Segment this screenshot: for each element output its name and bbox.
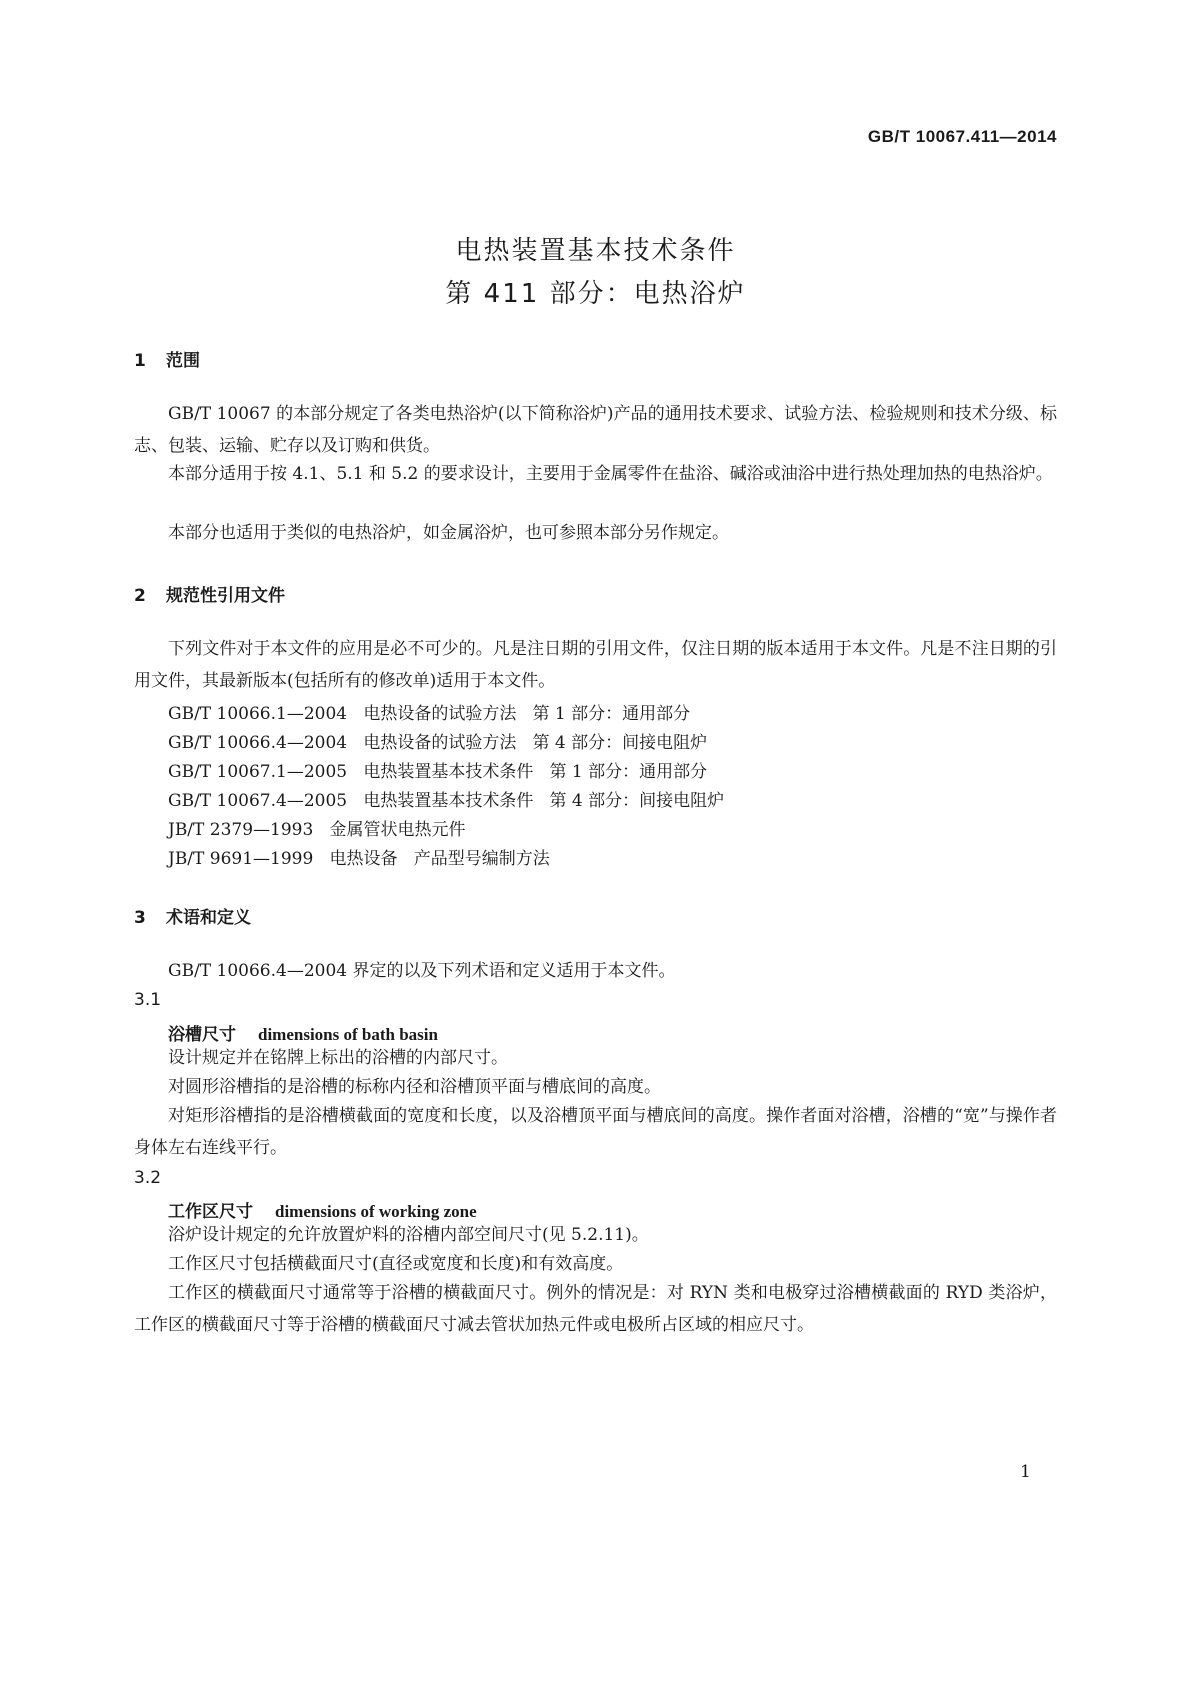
paragraph: 设计规定并在铭牌上标出的浴槽的内部尺寸。 — [168, 1048, 508, 1068]
document-title-line1: 电热装置基本技术条件 — [455, 236, 736, 266]
standard-number: GB/T 10067.411—2014 — [867, 127, 1057, 146]
reference-item: JB/T 9691—1999 电热设备 产品型号编制方法 — [168, 849, 550, 869]
paragraph: 对矩形浴槽指的是浴槽横截面的宽度和长度，以及浴槽顶平面与槽底间的高度。操作者面对浴槽，浴槽的“宽”与操作者身体左右连线平行。 — [134, 1106, 1057, 1158]
term-number: 3.2 — [134, 1168, 162, 1188]
paragraph: GB/T 10067 的本部分规定了各类电热浴炉(以下简称浴炉)产品的通用技术要求、试验方法、检验规则和技术分级、标志、包装、运输、贮存以及订购和供货。 — [134, 404, 1057, 456]
paragraph: 本部分也适用于类似的电热浴炉，如金属浴炉，也可参照本部分另作规定。 — [168, 523, 729, 543]
term-en: dimensions of bath basin — [258, 1025, 438, 1044]
reference-item: JB/T 2379—1993 金属管状电热元件 — [168, 820, 466, 840]
paragraph: 工作区尺寸包括横截面尺寸(直径或宽度和长度)和有效高度。 — [168, 1254, 624, 1274]
section-number: 3 — [134, 908, 146, 928]
term-zh: 浴槽尺寸 — [168, 1025, 236, 1045]
section-1-heading — [134, 346, 200, 371]
paragraph: 下列文件对于本文件的应用是必不可少的。凡是注日期的引用文件，仅注日期的版本适用于本文件。凡是不注日期的引用文件，其最新版本(包括所有的修改单)适用于本文件。 — [134, 639, 1057, 691]
paragraph: 浴炉设计规定的允许放置炉料的浴槽内部空间尺寸(见 5.2.11)。 — [168, 1225, 649, 1245]
section-2-heading — [134, 581, 285, 606]
section-number: 1 — [134, 351, 146, 371]
section-3-heading — [134, 903, 251, 928]
reference-item: GB/T 10066.1—2004 电热设备的试验方法 第 1 部分：通用部分 — [168, 704, 691, 724]
paragraph: 对圆形浴槽指的是浴槽的标称内径和浴槽顶平面与槽底间的高度。 — [168, 1077, 661, 1097]
term-zh: 工作区尺寸 — [168, 1202, 253, 1222]
reference-item: GB/T 10067.4—2005 电热装置基本技术条件 第 4 部分：间接电阻炉 — [168, 791, 725, 811]
section-title: 规范性引用文件 — [166, 586, 285, 606]
paragraph: 工作区的横截面尺寸通常等于浴槽的横截面尺寸。例外的情况是：对 RYN 类和电极穿过浴槽横截面的 RYD 类浴炉，工作区的横截面尺寸等于浴槽的横截面尺寸减去管状加热元件或电极所占区域的相应尺寸。 — [134, 1283, 1057, 1335]
paragraph: GB/T 10066.4—2004 界定的以及下列术语和定义适用于本文件。 — [168, 961, 676, 981]
reference-item: GB/T 10066.4—2004 电热设备的试验方法 第 4 部分：间接电阻炉 — [168, 733, 708, 753]
reference-item: GB/T 10067.1—2005 电热装置基本技术条件 第 1 部分：通用部分 — [168, 762, 708, 782]
section-number: 2 — [134, 586, 146, 606]
term-en: dimensions of working zone — [275, 1202, 477, 1221]
section-title: 术语和定义 — [166, 908, 251, 928]
term-number: 3.1 — [134, 990, 162, 1010]
section-title: 范围 — [166, 351, 200, 371]
paragraph: 本部分适用于按 4.1、5.1 和 5.2 的要求设计，主要用于金属零件在盐浴、碱浴或油浴中进行热处理加热的电热浴炉。 — [168, 464, 1053, 484]
document-title-line2: 第 411 部分：电热浴炉 — [445, 279, 746, 309]
page-number: 1 — [1020, 1462, 1031, 1482]
